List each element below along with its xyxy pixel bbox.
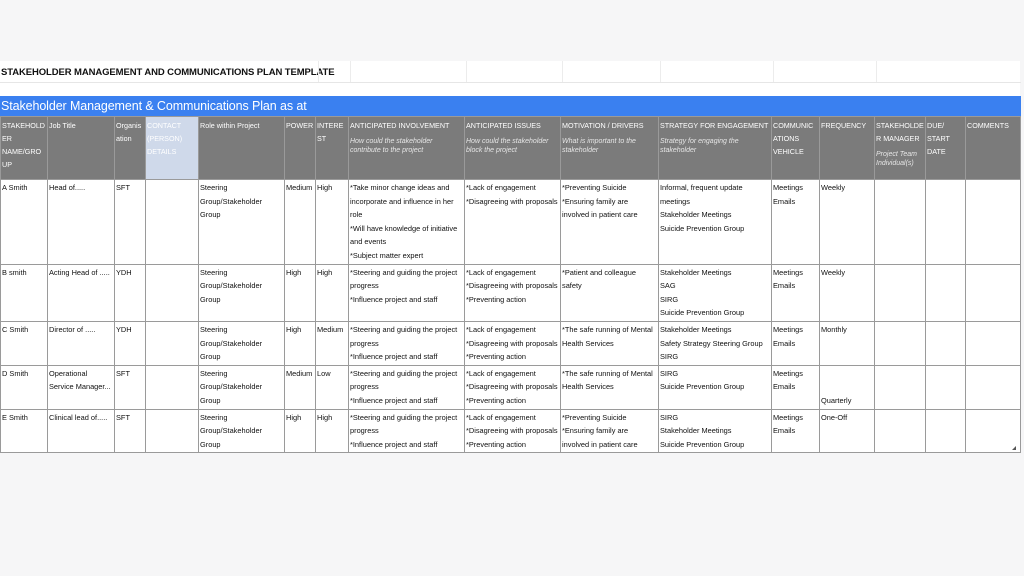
cell-line: *Lack of engagement — [466, 267, 536, 277]
column-header[interactable] — [820, 117, 875, 180]
cell-power[interactable] — [285, 321, 316, 365]
cell-vehicle[interactable] — [772, 409, 820, 453]
cell-text: B smith — [2, 267, 27, 277]
column-header-label: COMMENTS — [967, 121, 1009, 130]
cell-line: *Lack of engagement — [466, 412, 536, 422]
cell-text: SFT — [116, 368, 130, 378]
cell-line: Stakeholder Meetings — [660, 267, 732, 277]
cell-text: Low — [317, 368, 331, 378]
cell-org[interactable] — [115, 365, 146, 409]
cell-text: Head of..... — [49, 183, 86, 192]
column-header[interactable] — [115, 117, 146, 180]
cell-line: *Preventing Suicide — [562, 412, 627, 422]
sheet-title-row — [0, 61, 1021, 83]
cell-line: *Lack of engagement — [466, 324, 536, 334]
cell-power[interactable] — [285, 180, 316, 265]
cell-motivation[interactable] — [561, 180, 659, 265]
cell-line: *Steering and guiding the project progress — [350, 324, 458, 348]
cell-line: *Preventing action — [466, 395, 526, 405]
cell-issues[interactable] — [465, 321, 561, 365]
column-header-label: COMMUNICATIONS VEHICLE — [773, 121, 814, 156]
cell-line: Emails — [773, 382, 796, 392]
cell-text: High — [317, 267, 333, 277]
cell-text: SFT — [116, 183, 130, 192]
cell-line: Emails — [773, 426, 796, 436]
cell-text: D Smith — [2, 368, 29, 378]
cell-power[interactable] — [285, 365, 316, 409]
cell-strategy[interactable] — [659, 321, 772, 365]
cell-text: Medium — [317, 324, 344, 334]
cell-org[interactable] — [115, 409, 146, 453]
cell-name[interactable] — [1, 365, 48, 409]
column-header[interactable] — [875, 117, 926, 180]
cell-vehicle[interactable] — [772, 365, 820, 409]
cell-issues[interactable] — [465, 409, 561, 453]
cell-text: Weekly — [821, 183, 846, 192]
cell-motivation[interactable] — [561, 409, 659, 453]
cell-frequency[interactable] — [820, 409, 875, 453]
cell-line: *Patient and colleague safety — [562, 267, 636, 291]
table-row — [1, 180, 1021, 265]
column-header-label: STAKEHOLDER NAME/GROUP — [2, 121, 46, 169]
cell-line: *Disagreeing with proposals — [466, 281, 558, 291]
cell-text: Steering Group/Stakeholder Group — [200, 183, 263, 220]
cell-manager[interactable] — [875, 321, 926, 365]
cell-org[interactable] — [115, 180, 146, 265]
cell-line: *The safe running of Mental Health Services — [562, 324, 653, 348]
cell-interest[interactable] — [316, 409, 349, 453]
cell-comments[interactable] — [966, 264, 1021, 321]
cell-text: Director of ..... — [49, 324, 96, 334]
column-header-hint: Project Team Individual(s) — [876, 151, 917, 167]
column-header[interactable] — [349, 117, 465, 180]
cell-line: *Ensuring family are involved in patient care — [562, 426, 638, 449]
cell-frequency[interactable] — [820, 264, 875, 321]
cell-involvement[interactable] — [349, 180, 465, 265]
cell-text: E Smith — [2, 412, 28, 422]
gridline — [318, 61, 319, 82]
cell-issues[interactable] — [465, 264, 561, 321]
table-row — [1, 264, 1021, 321]
cell-line: SIRG — [660, 368, 679, 378]
column-header-label: INTEREST — [317, 121, 344, 143]
cell-text: High — [317, 183, 333, 192]
cell-line: Emails — [773, 281, 796, 291]
cell-line: Safety Strategy Steering Group — [660, 338, 763, 348]
cell-line: *Disagreeing with proposals — [466, 338, 558, 348]
cell-text: Clinical lead of..... — [49, 412, 108, 422]
cell-text: Monthly — [821, 324, 847, 334]
column-header-hint: How could the stakeholder contribute to the project — [350, 138, 433, 154]
cell-text: A Smith — [2, 183, 28, 192]
cell-frequency[interactable] — [820, 321, 875, 365]
cell-due[interactable] — [926, 321, 966, 365]
cell-text: Quarterly — [821, 395, 852, 405]
cell-interest[interactable] — [316, 180, 349, 265]
cell-line: *Influence project and staff — [350, 395, 438, 405]
cell-line: Stakeholder Meetings — [660, 324, 732, 334]
cell-motivation[interactable] — [561, 264, 659, 321]
cell-comments[interactable] — [966, 321, 1021, 365]
column-header-hint: How could the stakeholder block the project — [466, 138, 549, 154]
cell-line: *Influence project and staff — [350, 294, 438, 304]
cell-manager[interactable] — [875, 409, 926, 453]
gridline — [876, 61, 877, 82]
cell-strategy[interactable] — [659, 180, 772, 265]
cell-text: One-Off — [821, 412, 848, 422]
plan-banner[interactable]: Stakeholder Management & Communications Plan as at — [0, 96, 1021, 116]
cell-role[interactable] — [199, 365, 285, 409]
cell-text: YDH — [116, 267, 132, 277]
cell-involvement[interactable] — [349, 365, 465, 409]
cell-due[interactable] — [926, 264, 966, 321]
cell-line: *Preventing action — [466, 352, 526, 362]
cell-line: *Influence project and staff — [350, 352, 438, 362]
cell-line: SIRG — [660, 352, 679, 362]
cell-text: Medium — [286, 183, 313, 192]
cell-power[interactable] — [285, 409, 316, 453]
column-header[interactable] — [561, 117, 659, 180]
cell-job[interactable] — [48, 264, 115, 321]
cell-involvement[interactable] — [349, 409, 465, 453]
cell-power[interactable] — [285, 264, 316, 321]
cell-line: *Steering and guiding the project progress — [350, 267, 458, 291]
column-header-label: Organisation — [116, 121, 142, 143]
cell-job[interactable] — [48, 409, 115, 453]
cell-strategy[interactable] — [659, 264, 772, 321]
cell-contact[interactable] — [146, 180, 199, 265]
column-header[interactable] — [285, 117, 316, 180]
gridline — [350, 61, 351, 82]
cell-line: *Will have knowledge of initiative and events — [350, 223, 458, 247]
cell-line: *Disagreeing with proposals — [466, 196, 558, 206]
cell-text: C Smith — [2, 324, 29, 334]
cell-text: Medium — [286, 368, 313, 378]
cell-line: *Ensuring family are involved in patient care — [562, 196, 638, 220]
cell-line: Meetings — [773, 183, 803, 192]
cell-issues[interactable] — [465, 180, 561, 265]
header-row — [1, 117, 1021, 180]
cell-text: High — [286, 412, 302, 422]
cell-manager[interactable] — [875, 180, 926, 265]
cell-line: *Steering and guiding the project progress — [350, 412, 458, 436]
cell-job[interactable] — [48, 365, 115, 409]
cell-interest[interactable] — [316, 264, 349, 321]
column-header[interactable] — [926, 117, 966, 180]
cell-line: *Subject matter expert — [350, 250, 424, 260]
cell-comments[interactable] — [966, 180, 1021, 265]
cell-line: Suicide Prevention Group — [660, 382, 745, 392]
cell-line: SIRG — [660, 294, 679, 304]
table-row — [1, 365, 1021, 409]
cell-text: Steering Group/Stakeholder Group — [200, 368, 263, 405]
cell-text: High — [286, 267, 302, 277]
empty-row[interactable] — [0, 82, 1020, 97]
cell-job[interactable] — [48, 180, 115, 265]
cell-org[interactable] — [115, 264, 146, 321]
cell-org[interactable] — [115, 321, 146, 365]
spreadsheet — [0, 61, 1020, 452]
cell-text: SFT — [116, 412, 130, 422]
cell-line: *Disagreeing with proposals — [466, 382, 558, 392]
cell-line: *Lack of engagement — [466, 368, 536, 378]
cell-text: Weekly — [821, 267, 846, 277]
column-header-label: CONTACT (PERSON) DETAILS — [147, 121, 183, 156]
cell-vehicle[interactable] — [772, 180, 820, 265]
cell-issues[interactable] — [465, 365, 561, 409]
cell-text: Steering Group/Stakeholder Group — [200, 324, 263, 362]
cell-line: Emails — [773, 196, 796, 206]
cell-line: *Preventing action — [466, 294, 526, 304]
cell-text: Acting Head of ..... — [49, 267, 110, 277]
table-row — [1, 321, 1021, 365]
cell-motivation[interactable] — [561, 321, 659, 365]
cell-comments[interactable] — [966, 365, 1021, 409]
cell-text: Steering Group/Stakeholder Group — [200, 412, 263, 449]
cell-manager[interactable] — [875, 365, 926, 409]
column-header-label: FREQUENCY — [821, 121, 867, 130]
cell-contact[interactable] — [146, 264, 199, 321]
cell-line: Suicide Prevention Group — [660, 308, 745, 318]
cell-vehicle[interactable] — [772, 264, 820, 321]
column-header-label: ANTICIPATED ISSUES — [466, 121, 541, 130]
cell-frequency[interactable] — [820, 180, 875, 265]
cell-role[interactable] — [199, 264, 285, 321]
cell-contact[interactable] — [146, 365, 199, 409]
column-header-hint: Strategy for engaging the stakeholder — [660, 138, 739, 154]
cell-text: YDH — [116, 324, 132, 334]
cell-line: *Take minor change ideas and incorporate and influence in her role — [350, 183, 454, 220]
column-header-label: STRATEGY FOR ENGAGEMENT — [660, 121, 769, 130]
cell-line: *Preventing action — [466, 439, 526, 449]
gridline — [773, 61, 774, 82]
cell-interest[interactable] — [316, 365, 349, 409]
column-header[interactable] — [966, 117, 1021, 180]
cell-text: High — [286, 324, 302, 334]
column-header-label: POWER — [286, 121, 314, 130]
column-header-label: Job Title — [49, 121, 76, 130]
column-header[interactable] — [659, 117, 772, 180]
cell-contact[interactable] — [146, 409, 199, 453]
cell-line: *Influence project and staff — [350, 439, 438, 449]
cell-frequency[interactable] — [820, 365, 875, 409]
cell-involvement[interactable] — [349, 264, 465, 321]
cell-line: Emails — [773, 338, 796, 348]
cell-line: SAG — [660, 281, 676, 291]
cell-line: *Steering and guiding the project progress — [350, 368, 458, 392]
cell-line: Meetings — [773, 412, 803, 422]
gridline — [660, 61, 661, 82]
cell-job[interactable] — [48, 321, 115, 365]
column-header[interactable] — [48, 117, 115, 180]
cell-name[interactable] — [1, 264, 48, 321]
cell-involvement[interactable] — [349, 321, 465, 365]
gridline — [562, 61, 563, 82]
cell-motivation[interactable] — [561, 365, 659, 409]
column-header-label: Role within Project — [200, 121, 260, 130]
cell-name[interactable] — [1, 180, 48, 265]
cell-strategy[interactable] — [659, 365, 772, 409]
cell-role[interactable] — [199, 321, 285, 365]
cell-contact[interactable] — [146, 321, 199, 365]
cell-line: Meetings — [773, 368, 803, 378]
cell-line: Informal, frequent update meetings — [660, 183, 743, 206]
column-header[interactable] — [146, 117, 199, 180]
column-header-label: MOTIVATION / DRIVERS — [562, 121, 644, 130]
resize-handle-icon[interactable] — [1012, 446, 1016, 450]
cell-line: Suicide Prevention Group — [660, 223, 745, 233]
cell-text: High — [317, 412, 333, 422]
column-header[interactable] — [316, 117, 349, 180]
gridline — [466, 61, 467, 82]
stakeholder-table — [0, 116, 1021, 453]
table-row — [1, 409, 1021, 453]
column-header[interactable] — [772, 117, 820, 180]
cell-line: *Lack of engagement — [466, 183, 536, 192]
cell-text: Steering Group/Stakeholder Group — [200, 267, 263, 304]
cell-line: SIRG — [660, 412, 679, 422]
column-header-hint: What is important to the stakeholder — [562, 138, 636, 154]
cell-role[interactable] — [199, 180, 285, 265]
cell-line: Meetings — [773, 324, 803, 334]
column-header[interactable] — [199, 117, 285, 180]
column-header[interactable] — [1, 117, 48, 180]
sheet-title[interactable]: STAKEHOLDER MANAGEMENT AND COMMUNICATIONS PLAN TEMPLATE — [1, 67, 335, 78]
cell-role[interactable] — [199, 409, 285, 453]
cell-name[interactable] — [1, 409, 48, 453]
column-header[interactable] — [465, 117, 561, 180]
cell-name[interactable] — [1, 321, 48, 365]
cell-due[interactable] — [926, 365, 966, 409]
cell-line: *The safe running of Mental Health Services — [562, 368, 653, 392]
cell-line: *Disagreeing with proposals — [466, 426, 558, 436]
column-header-label: ANTICIPATED INVOLVEMENT — [350, 121, 450, 130]
cell-vehicle[interactable] — [772, 321, 820, 365]
cell-interest[interactable] — [316, 321, 349, 365]
cell-line: Suicide Prevention Group — [660, 439, 745, 449]
cell-line: Stakeholder Meetings — [660, 426, 732, 436]
cell-line: *Preventing Suicide — [562, 183, 627, 192]
cell-text: Operational Service Manager... — [49, 368, 111, 392]
cell-line: Stakeholder Meetings — [660, 210, 732, 220]
cell-due[interactable] — [926, 180, 966, 265]
cell-manager[interactable] — [875, 264, 926, 321]
column-header-label: DUE/ START DATE — [927, 121, 950, 156]
cell-line: Meetings — [773, 267, 803, 277]
cell-due[interactable] — [926, 409, 966, 453]
column-header-label: STAKEHOLDER MANAGER — [876, 121, 924, 143]
cell-strategy[interactable] — [659, 409, 772, 453]
